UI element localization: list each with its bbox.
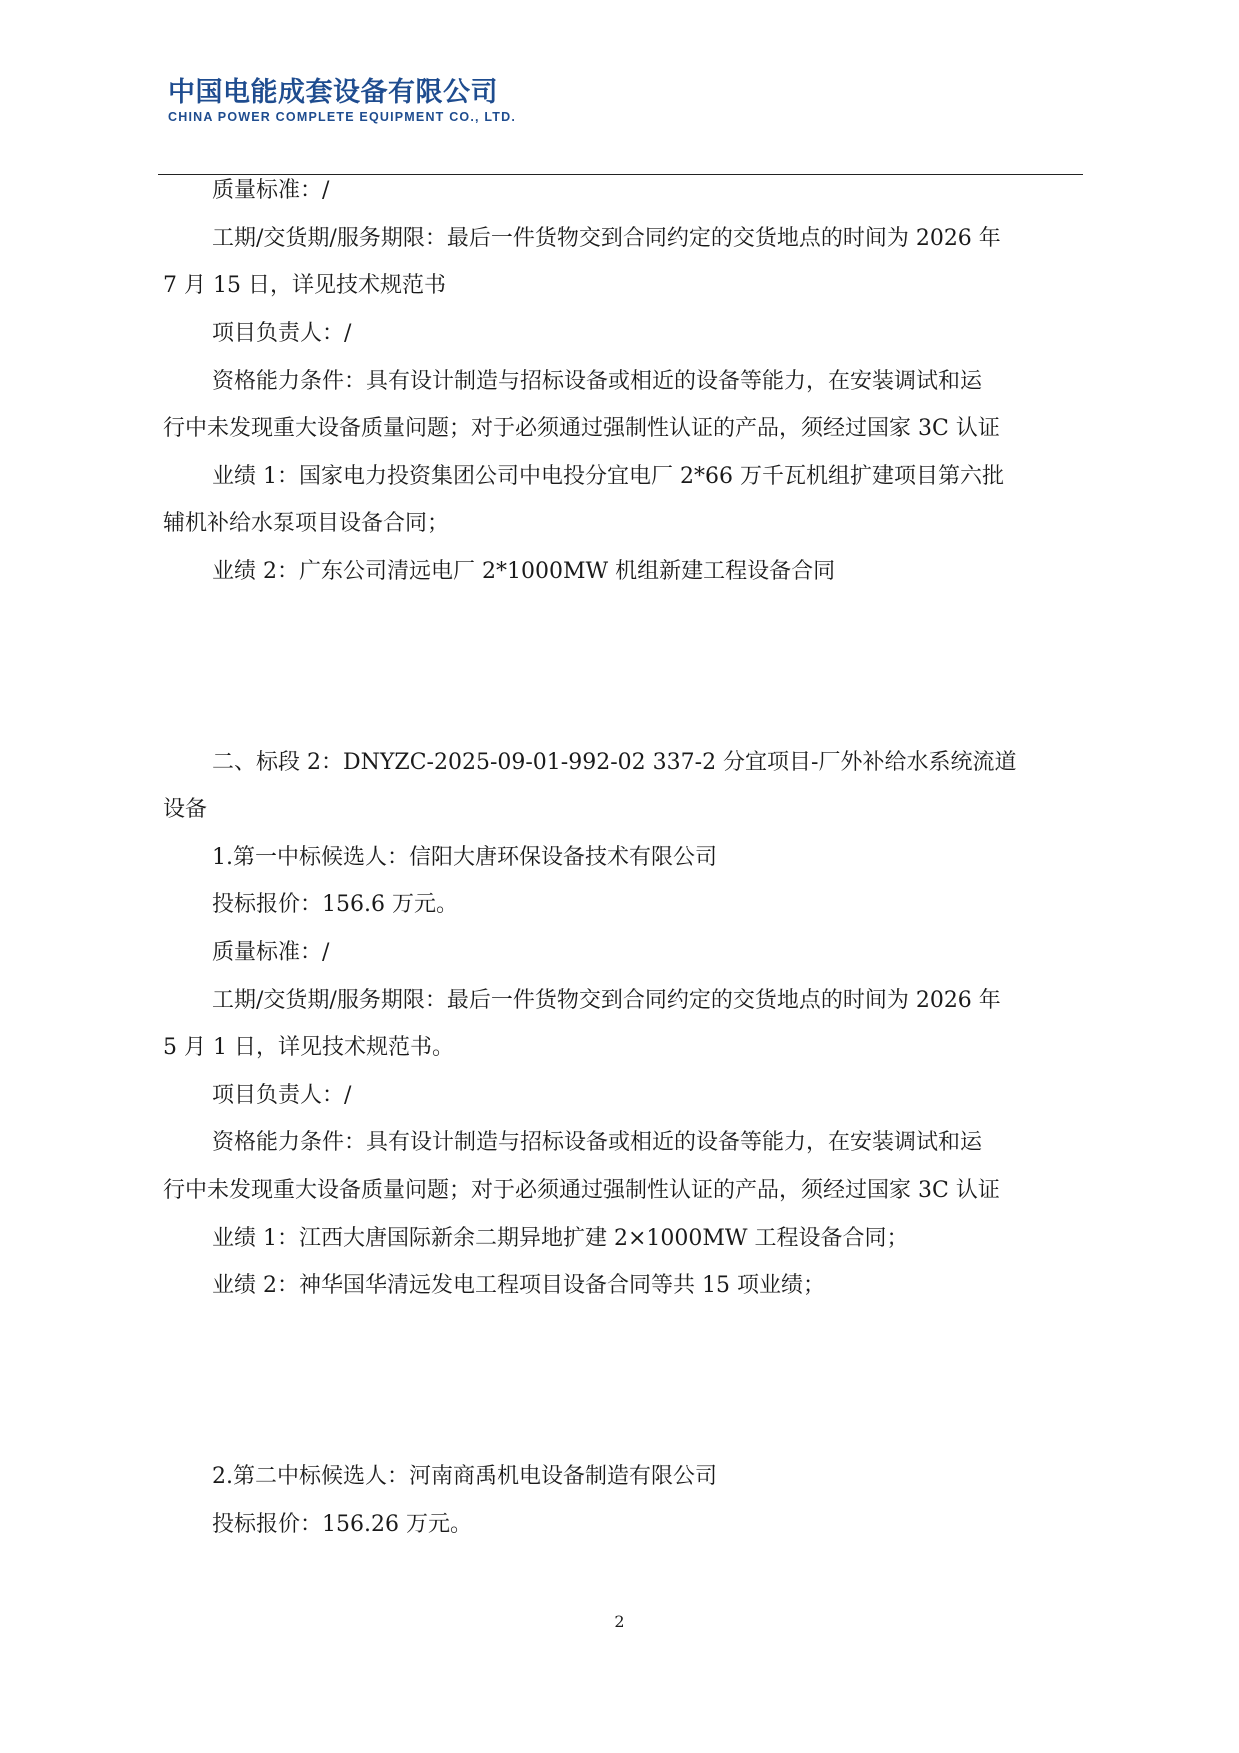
- candidate-1-price: 投标报价：156.6 万元。: [212, 892, 458, 917]
- performance-1-line-cont: 辅机补给水泵项目设备合同；: [163, 511, 450, 536]
- company-logo: [168, 78, 516, 124]
- qualification-line-cont: 行中未发现重大设备质量问题；对于必须通过强制性认证的产品，须经过国家 3C 认证: [163, 416, 1000, 441]
- candidate-1-qualification-cont: 行中未发现重大设备质量问题；对于必须通过强制性认证的产品，须经过国家 3C 认证: [163, 1178, 1000, 1203]
- company-name-en: CHINA POWER COMPLETE EQUIPMENT CO., LTD.: [168, 110, 516, 124]
- delivery-period-line-cont: 7 月 15 日，详见技术规范书: [163, 273, 446, 298]
- candidate-1-project-manager: 项目负责人：/: [212, 1083, 352, 1108]
- candidate-1-qualification: 资格能力条件：具有设计制造与招标设备或相近的设备等能力，在安装调试和运: [212, 1130, 983, 1155]
- candidate-1-performance-2: 业绩 2：神华国华清远发电工程项目设备合同等共 15 项业绩；: [212, 1273, 825, 1298]
- candidate-1-quality: 质量标准：/: [212, 940, 330, 965]
- project-manager-line: 项目负责人：/: [212, 321, 352, 346]
- delivery-period-line: 工期/交货期/服务期限：最后一件货物交到合同约定的交货地点的时间为 2026 年: [212, 226, 1001, 251]
- candidate-1-delivery-cont: 5 月 1 日，详见技术规范书。: [163, 1035, 454, 1060]
- page-number: 2: [614, 1612, 625, 1631]
- candidate-1-name: 1.第一中标候选人：信阳大唐环保设备技术有限公司: [212, 845, 717, 870]
- header-divider: [158, 174, 1083, 175]
- company-name-cn: 中国电能成套设备有限公司: [168, 77, 498, 108]
- candidate-2-price: 投标报价：156.26 万元。: [212, 1512, 472, 1537]
- lot-2-title: 二、标段 2：DNYZC-2025-09-01-992-02 337-2 分宜项目-厂外补给水系统流道: [212, 750, 1017, 775]
- quality-standard-line: 质量标准：/: [212, 178, 330, 203]
- performance-2-line: 业绩 2：广东公司清远电厂 2*1000MW 机组新建工程设备合同: [212, 559, 836, 584]
- qualification-line: 资格能力条件：具有设计制造与招标设备或相近的设备等能力，在安装调试和运: [212, 369, 983, 394]
- performance-1-line: 业绩 1：国家电力投资集团公司中电投分宜电厂 2*66 万千瓦机组扩建项目第六批: [212, 464, 1004, 489]
- candidate-1-delivery: 工期/交货期/服务期限：最后一件货物交到合同约定的交货地点的时间为 2026 年: [212, 988, 1001, 1013]
- candidate-1-performance-1: 业绩 1：江西大唐国际新余二期异地扩建 2×1000MW 工程设备合同；: [212, 1226, 909, 1251]
- lot-2-title-cont: 设备: [163, 797, 208, 822]
- candidate-2-name: 2.第二中标候选人：河南商禹机电设备制造有限公司: [212, 1464, 717, 1489]
